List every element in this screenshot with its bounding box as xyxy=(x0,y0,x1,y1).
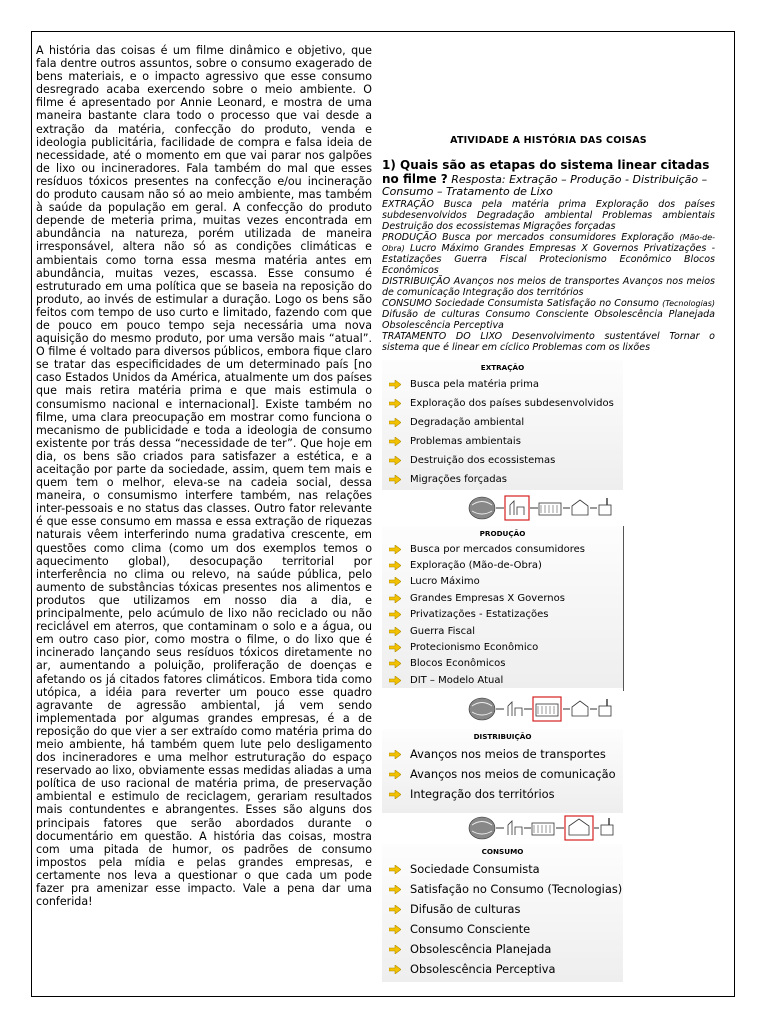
arrow-right-icon xyxy=(389,790,401,799)
list-item: Exploração (Mão-de-Obra) xyxy=(382,557,623,573)
activity-title: ATIVIDADE A HISTÓRIA DAS COISAS xyxy=(450,135,647,146)
summary-line-consumo xyxy=(382,298,715,331)
linear-system-diagram xyxy=(468,813,623,843)
consumo-title: CONSUMO xyxy=(481,847,524,856)
answer-text: Resposta: Extração – Produção - Distribuição – Consumo – Tratamento de Lixo xyxy=(382,172,708,199)
arrow-right-icon xyxy=(389,545,401,554)
arrow-right-icon xyxy=(389,437,401,446)
summary-line-extracao: EXTRAÇÃO Busca pela matéria prima Exploração dos países subdesenvolvidos Degradação ambiental Problemas ambientais Destruição dos ecossistemas Migrações forçadas xyxy=(382,198,715,232)
summary-producao-b: Lucro Máximo Grandes Empresas X Governos Privatizações - Estatizações Guerra Fiscal Protecionismo Econômico Blocos Econômicos xyxy=(382,242,715,276)
linear-system-diagram xyxy=(468,694,623,724)
arrow-right-icon xyxy=(389,380,401,389)
arrow-right-icon xyxy=(389,945,401,954)
consumo-block xyxy=(382,844,623,982)
list-item: Destruição dos ecossistemas xyxy=(382,451,623,470)
arrow-right-icon xyxy=(389,627,401,636)
list-item: Degradação ambiental xyxy=(382,413,623,432)
arrow-right-icon xyxy=(389,577,401,586)
arrow-right-icon xyxy=(389,418,401,427)
list-item: Satisfação no Consumo (Tecnologias) xyxy=(382,879,623,899)
arrow-right-icon xyxy=(389,925,401,934)
list-item: Lucro Máximo xyxy=(382,574,623,590)
question-text: 1) Quais são as etapas do sistema linear citadas no filme ? xyxy=(382,158,710,186)
list-item: Problemas ambientais xyxy=(382,432,623,451)
question xyxy=(382,159,715,199)
list-item: Busca pela matéria prima xyxy=(382,375,623,394)
list-item: Busca por mercados consumidores xyxy=(382,541,623,557)
summary-consumo-small: (Tecnologias) xyxy=(662,298,715,308)
summary-producao-a: PRODUÇÃO Busca por mercados consumidores Exploração xyxy=(382,231,680,243)
summary-consumo-a: CONSUMO Sociedade Consumista Satisfação no Consumo xyxy=(382,297,663,309)
list-item: Integração dos territórios xyxy=(382,784,623,804)
arrow-right-icon xyxy=(389,643,401,652)
arrow-right-icon xyxy=(389,750,401,759)
list-item: Privatizações - Estatizações xyxy=(382,607,623,623)
arrow-right-icon xyxy=(389,965,401,974)
arrow-right-icon xyxy=(389,475,401,484)
arrow-right-icon xyxy=(389,865,401,874)
list-item: Guerra Fiscal xyxy=(382,623,623,639)
list-item: Protecionismo Econômico xyxy=(382,639,623,655)
list-item: Blocos Econômicos xyxy=(382,656,623,672)
arrow-right-icon xyxy=(389,456,401,465)
arrow-right-icon xyxy=(389,885,401,894)
arrow-right-icon xyxy=(389,399,401,408)
arrow-right-icon xyxy=(389,594,401,603)
linear-system-diagram xyxy=(468,493,623,523)
summary-line-producao xyxy=(382,232,715,276)
list-item: Grandes Empresas X Governos xyxy=(382,590,623,606)
essay-text: A história das coisas é um filme dinâmico e objetivo, que fala dentre outros assuntos, sobre o consumo exagerado de bens materiais, e o impacto agressivo que esse consumo desregrado acaba exercendo sobre o meio ambiente. O filme é apresentado por Annie Leonard, e mostra de uma maneira bastante clara todo o processo que vai desde a extração da matéria, confecção do produto, venda e ideologia publicitária, facilidade de compra e falsa ideia de necessidade, até o momento em que vai parar nos galpões de lixo ou incineradores. Fala também do mal que esses resíduos tóxicos presentes na confecção e/ou incineração do produto causam não só ao meio ambiente, mas também à saúde da população em geral. A confecção do produto depende de meteria prima, muitas vezes encontrada em abundância na natureza, porém utilizada de maneira irresponsável, altera não só as condições climáticas e ambientais como torna essa mesma matéria antes em abundância, muitas vezes, escassa. Esse consumo é estruturado em uma política que se baseia na reposição do produto, ao invés de estimular a duração. Logo os bens são feitos com tempo de uso curto e limitado, fazendo com que de pouco em pouco tempo seja necessária uma nova aquisição do mesmo produto, por uma versão mais “atual”. O filme é voltado para diversos públicos, embora fique claro se tratar das especificidades de um determinado país [no caso Estados Unidos da América, atualmente um dos países que mais retira matéria prima e que mais estimula o consumismo nacional e internacional]. Existe também no filme, uma clara preocupação em mostrar como funciona o mecanismo de publicidade e toda a ideologia de consumo existente por trás dessa “necessidade de ter”. Que hoje em dia, os bens são criados para satisfazer a estética, e a aceitação por parte da sociedade, assim, quem tem mais e quem tem o melhor, eleva-se na cadeia social, dessa maneira, o consumismo interfere também, nas relações inter-pessoais e no status das classes. Outro fator relevante é que esse consumo em massa e essa extração de riquezas naturais vêem interferindo numa gradativa crescente, em questões como clima (como um dos exemplos temos o aquecimento global), desocupação territorial por interferência no clima ou relevo, na saúde pública, pelo aumento de substâncias tóxicas presentes nos alimentos e produtos que utilizamos em nosso dia a dia, e principalmente, pelo acúmulo de lixo não reciclado ou não reciclável em aterros, que contaminam o solo e a água, ou em outro caso pior, como mostra o filme, o do lixo que é incinerado lançando seus resíduos tóxicos diretamente no ar, aumentando a poluição, proliferação de doenças e afetando os já citados fatores climáticos. Embora tida como utópica, a idéia para reverter um pouco esse quadro agravante de agressão ambiental, já vem sendo implementada por algumas grandes empresas, é a de reposição do que vier a ser extraído como matéria prima do meio ambiente, há também quem lute pelo desligamento dos incineradores e uma melhor estruturação do espaço reservado ao lixo, obviamente essas medidas aliadas a uma política de uso racional de matéria prima, de preservação ambiental e estimulo de reciclagem, gerariam resultados mais contundentes e abrangentes. Esses são alguns dos principais fatores que serão abordados durante o documentário em questão. A história das coisas, mostra com uma pitada de humor, os padrões de consumo impostos pela mídia e pelas grandes empresas, e certamente nos leva a questionar o que cada um pode fazer pra amenizar esse impacto. Vale a pena dar uma conferida! xyxy=(36,44,372,909)
producao-block xyxy=(382,526,623,688)
list-item: Obsolescência Perceptiva xyxy=(382,959,623,979)
arrow-right-icon xyxy=(389,561,401,570)
activity-section xyxy=(382,135,715,353)
summary-line-distribuicao: DISTRIBUIÇÃO Avanços nos meios de transportes Avanços nos meios de comunicação Integração dos territórios xyxy=(382,275,715,298)
list-item: Avanços nos meios de comunicação xyxy=(382,764,623,784)
summary-producao-small: (Mão-de-Obra) xyxy=(382,232,715,253)
producao-title: PRODUÇÃO xyxy=(479,529,526,538)
list-item: Exploração dos países subdesenvolvidos xyxy=(382,394,623,413)
summary-consumo-b: Difusão de culturas Consumo Consciente Obsolescência Planejada Obsolescência Perceptiva xyxy=(382,308,715,331)
list-item: Sociedade Consumista xyxy=(382,859,623,879)
arrow-right-icon xyxy=(389,905,401,914)
arrow-right-icon xyxy=(389,610,401,619)
list-item: Obsolescência Planejada xyxy=(382,939,623,959)
distribuicao-title: DISTRIBUIÇÃO xyxy=(473,732,532,741)
producao-divider xyxy=(623,526,624,691)
list-item: Consumo Consciente xyxy=(382,919,623,939)
arrow-right-icon xyxy=(389,659,401,668)
extracao-block xyxy=(382,360,623,490)
arrow-right-icon xyxy=(389,676,401,685)
arrow-right-icon xyxy=(389,770,401,779)
list-item: Migrações forçadas xyxy=(382,470,623,489)
list-item: Difusão de culturas xyxy=(382,899,623,919)
list-item: DIT – Modelo Atual xyxy=(382,672,623,688)
extracao-title: EXTRAÇÃO xyxy=(480,363,525,372)
distribuicao-block xyxy=(382,729,623,813)
list-item: Avanços nos meios de transportes xyxy=(382,744,623,764)
summary-line-lixo: TRATAMENTO DO LIXO Desenvolvimento sustentável Tornar o sistema que é linear em cíclico Problemas com os lixões xyxy=(382,330,715,353)
